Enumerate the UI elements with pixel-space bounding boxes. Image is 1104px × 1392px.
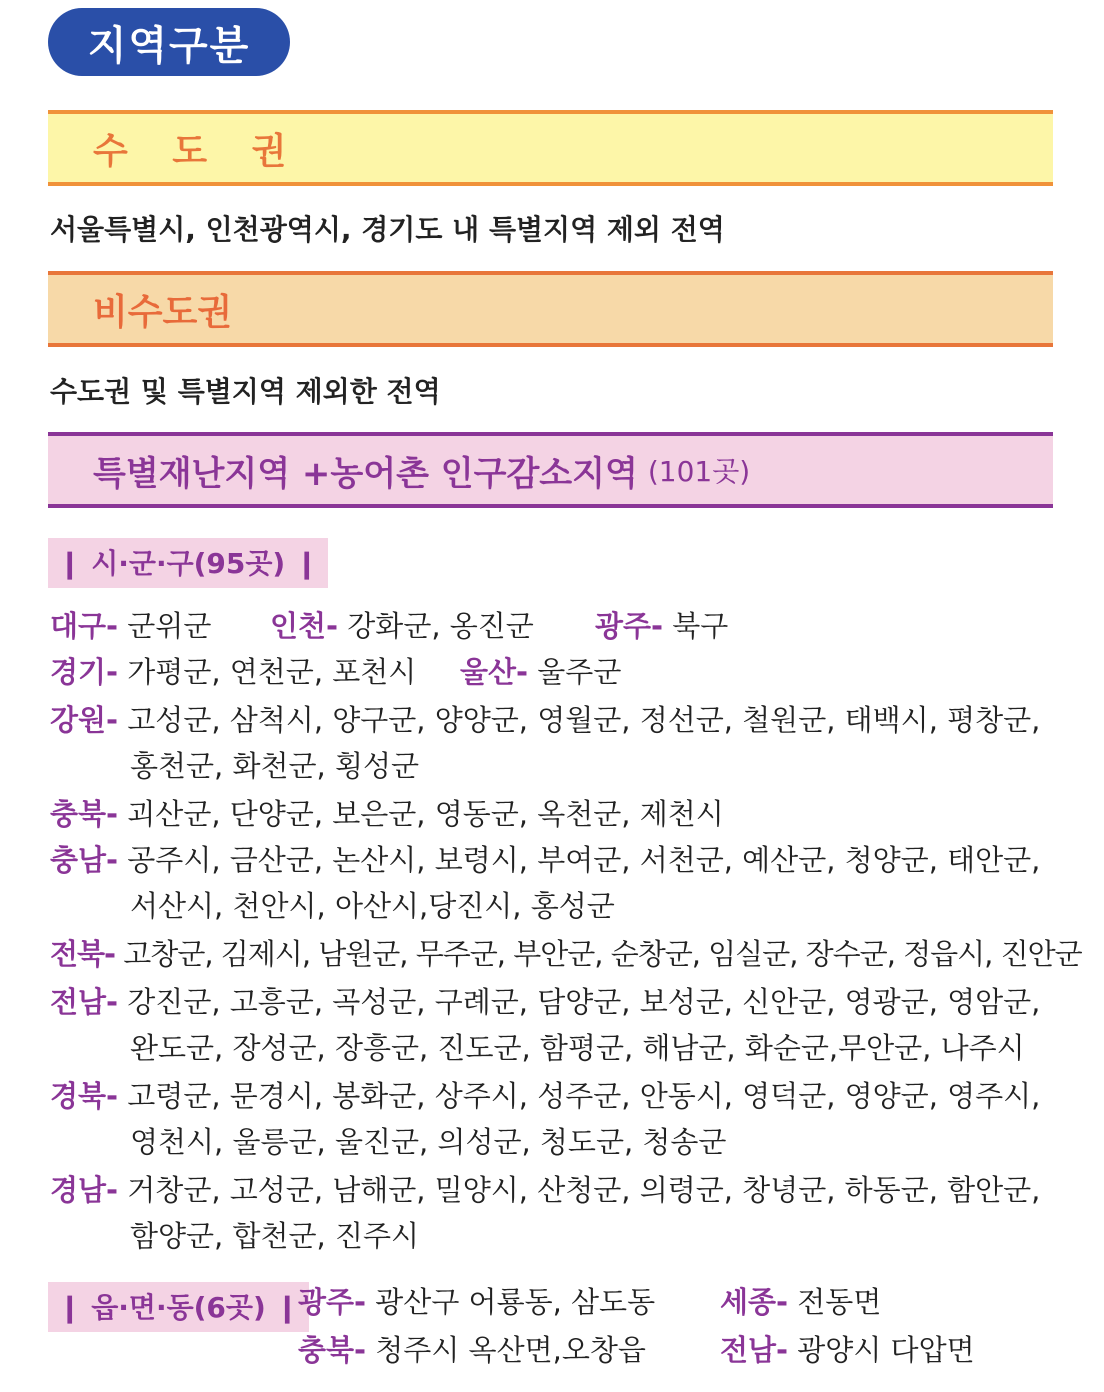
special-count: (101곳) bbox=[647, 455, 751, 488]
region-areas: 공주시, 금산군, 논산시, 보령시, 부여군, 서천군, 예산군, 청양군, 태안군, bbox=[118, 843, 1041, 877]
region-areas: 괴산군, 단양군, 보은군, 영동군, 옥천군, 제천시 bbox=[118, 797, 724, 831]
region-name: 경기- bbox=[50, 655, 119, 689]
region-areas-continued: 함양군, 합천군, 진주시 bbox=[130, 1219, 419, 1253]
region-name: 충북- bbox=[50, 797, 119, 831]
list-item bbox=[50, 606, 211, 646]
region-areas: 거창군, 고성군, 남해군, 밀양시, 산청군, 의령군, 창녕군, 하동군, 함안군, bbox=[118, 1173, 1041, 1207]
region-name: 강원- bbox=[50, 703, 119, 737]
region-areas-continued: 완도군, 장성군, 장흥군, 진도군, 함평군, 해남군, 화순군,무안군, 나주시 bbox=[130, 1031, 1025, 1065]
special-band bbox=[48, 432, 1053, 508]
region-areas: 광양시 다압면 bbox=[788, 1333, 975, 1367]
region-areas: 울주군 bbox=[528, 655, 622, 689]
non-capital-description: 수도권 및 특별지역 제외한 전역 bbox=[50, 375, 441, 408]
region-name: 전남- bbox=[720, 1333, 789, 1367]
list-item bbox=[720, 1330, 975, 1370]
region-name: 충남- bbox=[50, 843, 119, 877]
list-item bbox=[50, 1170, 1040, 1210]
eup-myeon-dong-label: ❙ 읍·면·동(6곳) ❙ bbox=[48, 1282, 309, 1332]
region-areas-continued: 서산시, 천안시, 아산시,당진시, 홍성군 bbox=[130, 889, 615, 923]
list-item bbox=[298, 1330, 646, 1370]
region-areas: 고령군, 문경시, 봉화군, 상주시, 성주군, 안동시, 영덕군, 영양군, 영주시, bbox=[118, 1079, 1041, 1113]
region-areas: 군위군 bbox=[118, 609, 212, 643]
list-item bbox=[50, 840, 1040, 880]
list-item bbox=[50, 700, 1040, 740]
region-name: 전남- bbox=[50, 985, 119, 1019]
region-name: 광주- bbox=[298, 1285, 367, 1319]
section-title: 지역구분 bbox=[87, 22, 251, 69]
list-item bbox=[50, 1076, 1040, 1116]
region-areas: 북구 bbox=[663, 609, 729, 643]
list-item bbox=[50, 934, 1082, 974]
region-name: 인천- bbox=[270, 609, 339, 643]
list-item bbox=[50, 794, 724, 834]
region-areas: 청주시 옥산면,오창읍 bbox=[366, 1333, 646, 1367]
special-title: 특별재난지역 +농어촌 인구감소지역 bbox=[93, 453, 638, 494]
region-areas: 강화군, 옹진군 bbox=[338, 609, 534, 643]
list-item bbox=[720, 1282, 881, 1322]
region-name: 충북- bbox=[298, 1333, 367, 1367]
region-areas: 강진군, 고흥군, 곡성군, 구례군, 담양군, 보성군, 신안군, 영광군, 영암군, bbox=[118, 985, 1041, 1019]
non-capital-band bbox=[48, 271, 1053, 347]
region-areas: 고창군, 김제시, 남원군, 무주군, 부안군, 순창군, 임실군, 장수군, 정읍시, 진안군 bbox=[115, 937, 1082, 971]
region-areas-continued: 영천시, 울릉군, 울진군, 의성군, 청도군, 청송군 bbox=[130, 1125, 727, 1159]
region-areas-continued: 홍천군, 화천군, 횡성군 bbox=[130, 749, 419, 783]
section-title-badge bbox=[48, 8, 290, 76]
capital-title: 수 도 권 bbox=[93, 130, 303, 172]
region-name: 울산- bbox=[460, 655, 529, 689]
region-name: 전북- bbox=[50, 937, 116, 971]
list-item bbox=[270, 606, 534, 646]
region-name: 세종- bbox=[720, 1285, 789, 1319]
region-name: 대구- bbox=[50, 609, 119, 643]
list-item bbox=[50, 652, 416, 692]
list-item bbox=[595, 606, 728, 646]
list-item bbox=[50, 982, 1040, 1022]
capital-description: 서울특별시, 인천광역시, 경기도 내 특별지역 제외 전역 bbox=[50, 213, 725, 246]
region-name: 경남- bbox=[50, 1173, 119, 1207]
region-name: 경북- bbox=[50, 1079, 119, 1113]
sigungu-label: ❙ 시·군·구(95곳) ❙ bbox=[48, 538, 328, 588]
list-item bbox=[298, 1282, 655, 1322]
capital-band bbox=[48, 110, 1053, 186]
list-item bbox=[460, 652, 621, 692]
region-areas: 전동면 bbox=[788, 1285, 882, 1319]
region-areas: 고성군, 삼척시, 양구군, 양양군, 영월군, 정선군, 철원군, 태백시, 평창군, bbox=[118, 703, 1041, 737]
region-areas: 광산구 어룡동, 삼도동 bbox=[366, 1285, 656, 1319]
region-areas: 가평군, 연천군, 포천시 bbox=[118, 655, 417, 689]
region-name: 광주- bbox=[595, 609, 664, 643]
non-capital-title: 비수도권 bbox=[93, 291, 233, 333]
